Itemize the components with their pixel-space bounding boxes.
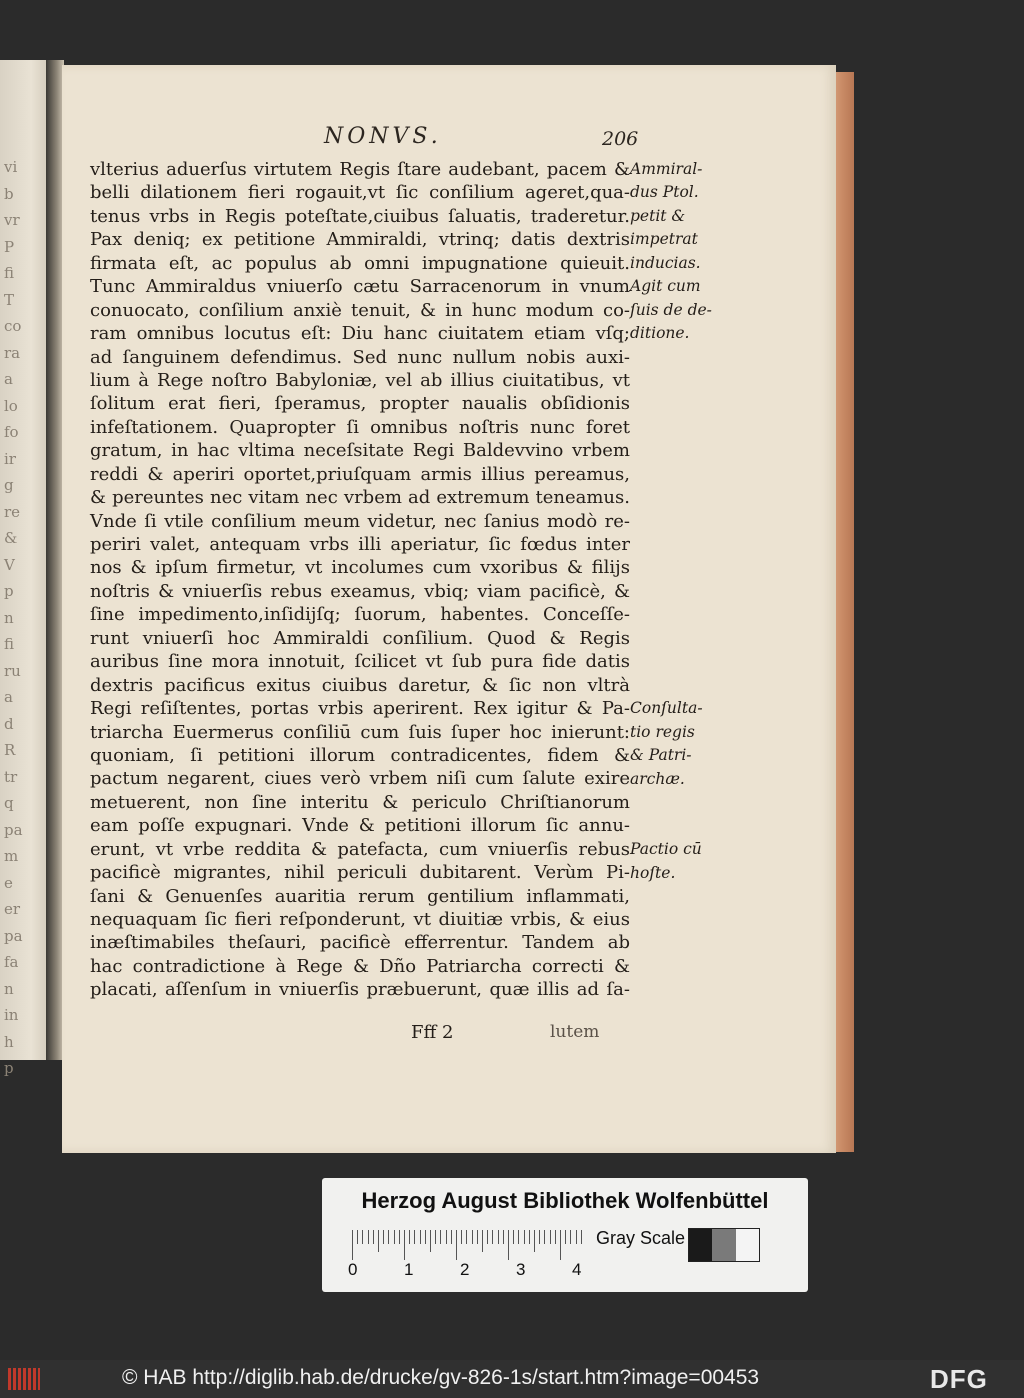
dfg-logo: DFG xyxy=(930,1364,988,1394)
left-page-fragment: re xyxy=(4,502,21,521)
ruler-tick xyxy=(518,1230,519,1244)
target-title: Herzog August Bibliothek Wolfenbüttel xyxy=(361,1188,769,1213)
ruler-tick xyxy=(425,1230,426,1244)
text-line: pactum negarent, ciues verò vrbem niſi cum ſalute exire xyxy=(90,768,630,790)
ruler-tick xyxy=(570,1230,571,1244)
text-line: inæſtimabiles theſauri, pacificè efferrentur. Tandem ab xyxy=(90,932,630,954)
gray-scale-swatches xyxy=(688,1228,760,1262)
ruler-tick xyxy=(492,1230,493,1244)
ruler-tick xyxy=(539,1230,540,1244)
ruler-tick xyxy=(409,1230,410,1244)
text-line: & pereuntes nec vitam nec vrbem ad extremum teneamus. xyxy=(90,487,630,509)
marginal-note: dus Ptol. xyxy=(630,183,699,202)
text-line: infeſtationem. Quapropter ſi omnibus noſtris nunc foret xyxy=(90,416,630,438)
text-line: periri valet, antequam vrbs illi aperiatur, ſic fœdus inter xyxy=(90,534,630,555)
left-page-fragment: pa xyxy=(4,926,23,945)
hab-logo-icon xyxy=(8,1368,40,1390)
gray-swatch xyxy=(736,1229,759,1261)
left-page-fragment: tr xyxy=(4,767,18,786)
ruler-tick xyxy=(378,1230,379,1252)
ruler-tick xyxy=(430,1230,431,1252)
text-line: belli dilationem fieri rogauit,vt ſic conſilium ageret,qua- xyxy=(90,182,630,204)
left-page-fragment: fa xyxy=(4,953,19,971)
ruler-tick xyxy=(482,1230,483,1252)
ruler-tick xyxy=(388,1230,389,1244)
text-line: nequaquam ſic fieri reſponderunt, vt diuitiæ vrbis, & eius xyxy=(90,909,630,930)
left-page-fragment: P xyxy=(4,237,15,256)
left-page-fragment: ir xyxy=(4,449,16,468)
ruler-tick xyxy=(461,1230,462,1244)
ruler-number: 1 xyxy=(404,1260,414,1279)
marginal-note: hoſte. xyxy=(630,863,676,882)
ruler-tick xyxy=(555,1230,556,1244)
text-line: hac contradictione à Rege & Dño Patriarcha correcti & xyxy=(90,955,630,977)
left-page-fragment: fo xyxy=(4,423,19,441)
left-page-fragment: co xyxy=(4,317,22,335)
left-page-fragment: a xyxy=(4,688,13,706)
ruler-number: 2 xyxy=(460,1260,470,1279)
left-page-fragment: fi xyxy=(4,635,15,653)
left-page-fragment: vi xyxy=(4,158,18,176)
catchword: lutem xyxy=(550,1022,600,1042)
text-line: lium à Rege noſtro Babyloniæ, vel ab illius ciuitatibus, vt xyxy=(90,369,630,391)
ruler-tick xyxy=(560,1230,561,1260)
ruler-tick xyxy=(368,1230,369,1244)
marginal-note: ſuis de de- xyxy=(630,300,712,319)
text-line: Pax deniq; ex petitione Ammiraldi, vtrinq; datis dextris xyxy=(90,229,630,251)
gray-scale-label: Gray Scale xyxy=(596,1228,686,1248)
page-number: 206 xyxy=(602,128,639,150)
text-line: ad ſanguinem defendimus. Sed nunc nullum nobis auxi- xyxy=(90,346,630,368)
ruler-tick xyxy=(451,1230,452,1244)
marginal-note: Agit cum xyxy=(630,277,701,296)
text-line: Regi reſiſtentes, portas vrbis aperirent. Rex igitur & Pa- xyxy=(90,698,630,720)
ruler-tick xyxy=(352,1230,353,1260)
ruler-tick xyxy=(524,1230,525,1244)
ruler-tick xyxy=(414,1230,415,1244)
left-page-fragment: h xyxy=(4,1032,14,1051)
ruler-tick xyxy=(498,1230,499,1244)
ruler-tick xyxy=(529,1230,530,1244)
text-line: vlterius aduerſus virtutem Regis ſtare audebant, pacem & xyxy=(90,159,630,180)
text-line: tenus vrbs in Regis poteſtate,ciuibus ſaluatis, traderetur. xyxy=(90,205,630,227)
text-line: gratum, in hac vltima neceſsitate Regi Baldevvino vrbem xyxy=(90,440,630,462)
left-page-edge xyxy=(0,60,52,1077)
marginal-note: & Patri- xyxy=(630,746,692,765)
ruler-tick xyxy=(576,1230,577,1244)
ruler-number: 4 xyxy=(572,1260,582,1279)
ruler-tick xyxy=(508,1230,509,1260)
ruler-tick xyxy=(565,1230,566,1244)
marginal-note: petit & xyxy=(630,206,686,225)
gray-swatch xyxy=(712,1229,735,1261)
text-line: quoniam, ſi petitioni illorum contradicentes, fidem & xyxy=(90,744,630,766)
marginal-note: inducias. xyxy=(630,253,701,272)
footer-link[interactable]: © HAB http://diglib.hab.de/drucke/gv-826-1s/start.htm?image=00453 xyxy=(122,1366,760,1389)
left-page-fragment: q xyxy=(4,794,14,812)
ruler-tick xyxy=(399,1230,400,1244)
ruler-tick xyxy=(513,1230,514,1244)
text-line: auribus ſine mora innotuit, ſcilicet vt ſub pura fide datis xyxy=(90,651,630,673)
ruler-tick xyxy=(456,1230,457,1260)
text-line: placati, aſſenſum in vniuerſis præbuerunt, quæ illis ad ſa- xyxy=(90,979,630,1001)
left-page-fragment: n xyxy=(4,979,14,998)
signature-mark: Fff 2 xyxy=(411,1022,454,1043)
left-page-fragment: e xyxy=(4,873,13,892)
marginal-note: Conſulta- xyxy=(630,699,703,718)
marginal-note: impetrat xyxy=(630,230,698,249)
gray-swatch xyxy=(689,1229,712,1261)
ruler-number: 3 xyxy=(516,1260,526,1279)
scale-ruler xyxy=(352,1230,582,1260)
ruler-tick xyxy=(466,1230,467,1244)
text-line: eam poſſe expugnari. Vnde & petitioni illorum ſic annu- xyxy=(90,815,630,837)
left-page-fragment: in xyxy=(4,1006,19,1024)
text-line: erunt, vt vrbe reddita & patefacta, cum vniuerſis rebus xyxy=(90,838,630,860)
ruler-tick xyxy=(581,1230,582,1244)
ruler-tick xyxy=(550,1230,551,1244)
footer-bar xyxy=(0,1360,1024,1398)
left-page-fragment: er xyxy=(4,900,21,918)
marginal-note: archæ. xyxy=(630,769,685,788)
text-line: ram omnibus locutus eſt: Diu hanc ciuitatem etiam vſq; xyxy=(90,323,630,345)
ruler-number: 0 xyxy=(348,1260,358,1279)
left-page-fragment: & xyxy=(4,529,18,547)
text-line: noſtris & vniuerſis rebus exeamus, vbiq; viam pacificè, & xyxy=(90,580,630,602)
left-page-fragment: fi xyxy=(4,264,15,282)
text-line: ſine impedimento,inſidijſq; ſuorum, habentes. Conceſſe- xyxy=(90,604,630,626)
text-line: firmata eſt, ac populus ab omni impugnatione quieuit. xyxy=(90,252,630,274)
left-page-fragment: ru xyxy=(4,661,21,680)
ruler-tick xyxy=(477,1230,478,1244)
text-line: Tunc Ammiraldus vniuerſo cætu Sarracenorum in vnum xyxy=(90,276,630,298)
left-page-fragment: a xyxy=(4,370,13,388)
left-page-fragment: vr xyxy=(4,211,20,229)
text-line: ſani & Genuenſes auaritia rerum gentilium inflammati, xyxy=(90,885,630,907)
ruler-tick xyxy=(373,1230,374,1244)
left-page-fragment: R xyxy=(4,741,16,759)
ruler-tick xyxy=(534,1230,535,1252)
text-line: triarcha Euermerus conſiliū cum ſuis ſuper hoc inierunt: xyxy=(90,721,630,743)
text-line: reddi & aperiri oportet,priuſquam armis illius pereamus, xyxy=(90,463,630,485)
left-page-fragment: pa xyxy=(4,820,23,839)
text-line: metuerent, non ſine interitu & periculo Chriſtianorum xyxy=(90,791,630,813)
ruler-tick xyxy=(544,1230,545,1244)
ruler-tick xyxy=(404,1230,405,1260)
left-page-fragment: p xyxy=(4,582,14,600)
left-page-fragment: g xyxy=(4,476,14,494)
body-text xyxy=(90,158,630,1002)
color-target xyxy=(322,1178,808,1292)
marginal-note: Pactio cū xyxy=(630,840,702,859)
marginal-note: Ammiral- xyxy=(630,160,703,178)
text-line: runt vniuerſi hoc Ammiraldi conſilium. Quod & Regis xyxy=(90,627,630,649)
text-line: ſolitum erat fieri, ſperamus, propter naualis obſidionis xyxy=(90,393,630,415)
left-page-fragment: V xyxy=(4,555,15,574)
ruler-tick xyxy=(446,1230,447,1244)
ruler-tick xyxy=(503,1230,504,1244)
ruler-tick xyxy=(383,1230,384,1244)
ruler-tick xyxy=(487,1230,488,1244)
marginal-note: tio regis xyxy=(630,722,695,741)
text-line: pacificè migrantes, nihil periculi dubitarent. Verùm Pi- xyxy=(90,862,630,884)
ruler-tick xyxy=(435,1230,436,1244)
text-line: conuocato, conſilium anxiè tenuit, & in hunc modum co- xyxy=(90,299,630,321)
ruler-tick xyxy=(472,1230,473,1244)
ruler-tick xyxy=(440,1230,441,1244)
left-page-fragment: ra xyxy=(4,343,21,362)
left-page-fragment: p xyxy=(4,1059,14,1077)
left-page-fragment: n xyxy=(4,608,14,627)
left-page-fragment: m xyxy=(4,847,19,865)
left-page-fragment: b xyxy=(4,184,14,203)
ruler-tick xyxy=(357,1230,358,1244)
text-line: nos & ipſum firmetur, vt incolumes cum vxoribus & filijs xyxy=(90,557,630,579)
ruler-tick xyxy=(394,1230,395,1244)
ruler-tick xyxy=(362,1230,363,1244)
text-line: Vnde ſi vtile conſilium meum videtur, nec ſanius modò re- xyxy=(90,510,630,532)
left-page-fragment: lo xyxy=(4,396,18,415)
marginal-note: ditione. xyxy=(630,324,690,343)
text-line: dextris pacificus exitus ciuibus daretur, & ſic non vltrà xyxy=(90,674,630,696)
running-head: NONVS. xyxy=(324,124,442,149)
left-page-fragment: d xyxy=(4,714,14,733)
ruler-tick xyxy=(420,1230,421,1244)
left-page-fragment: T xyxy=(4,290,15,309)
